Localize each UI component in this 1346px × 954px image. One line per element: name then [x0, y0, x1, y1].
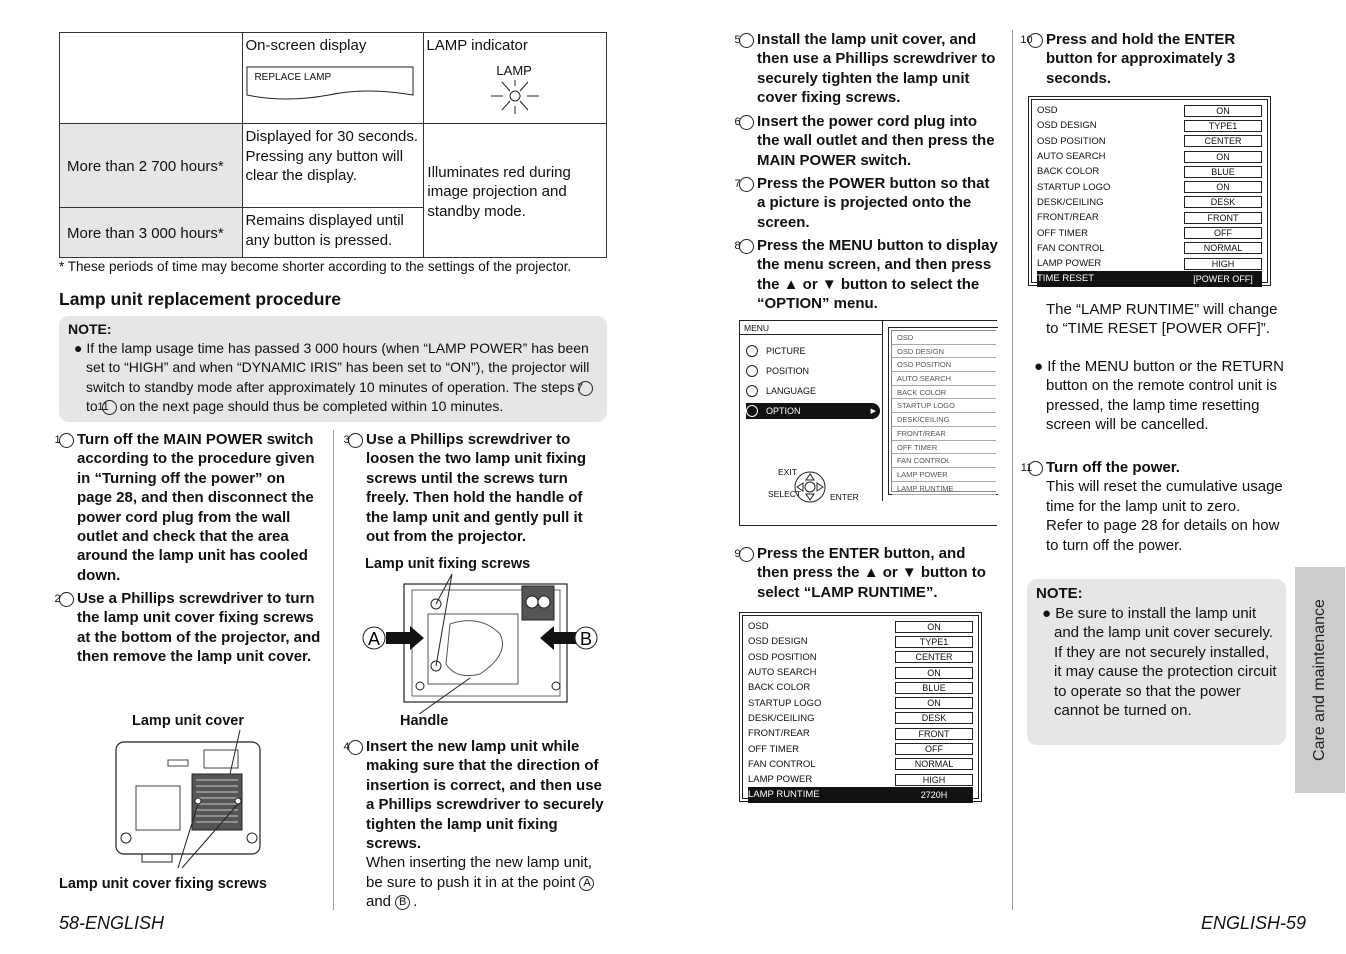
step-9: 9 Press the ENTER button, and then press the ▲ or ▼ button to select “LAMP RUNTIME”. [734, 545, 986, 601]
menu-row[interactable]: OSD POSITION CENTER [748, 650, 973, 665]
menu-item-option[interactable]: OPTION ▶ [746, 403, 880, 419]
step-10-result: The “LAMP RUNTIME” will change to “TIME RESET [POWER OFF]”. [1046, 301, 1278, 338]
option-submenu [888, 327, 998, 495]
menu-row[interactable]: AUTO SEARCH ON [748, 665, 973, 680]
cover-screws-label: Lamp unit cover fixing screws [59, 876, 267, 892]
hours-cell: More than 2 700 hours* [60, 124, 243, 208]
menu-row[interactable]: DESK/CEILING DESK [748, 711, 973, 726]
step-10-bullet: ● If the MENU button or the RETURN button on the remote control unit is pressed, the lamp time resetting screen will be cancelled. [1034, 358, 1284, 434]
menu-row[interactable]: OFF TIMER OFF [748, 741, 973, 756]
note-box-1: NOTE: ● If the lamp usage time has passed 3 000 hours (when “LAMP POWER” has been set to “HIGH” and when “DYNAMIC IRIS” has been set to “ON”), the projector will switch to standby mode after approximately 10 minutes of operation. The steps 7to 11 on the next page should thus be completed within 10 minutes. [59, 316, 607, 422]
lamp-unit-cover-label: Lamp unit cover [132, 713, 244, 729]
menu-row[interactable]: AUTO SEARCH ON [1037, 149, 1262, 164]
picture-icon [746, 345, 758, 357]
menu-row[interactable]: LAMP POWER HIGH [748, 772, 973, 787]
dpad-icon [792, 469, 828, 505]
menu-row[interactable]: DESK/CEILING DESK [1037, 195, 1262, 210]
step-3: 3 Use a Phillips screwdriver to loosen the two lamp unit fixing screws until the screws turn freely. Then hold the handle of the lamp unit and gently pull it out from the projector. [343, 431, 586, 546]
menu-row[interactable]: FAN CONTROL NORMAL [748, 757, 973, 772]
bullet-icon: ● [1042, 605, 1056, 622]
section-tab: Care and maintenance [1295, 567, 1345, 793]
option-menu-screen [739, 612, 982, 802]
menu-row[interactable]: FRONT/REAR FRONT [1037, 210, 1262, 225]
menu-row[interactable]: OSD POSITION CENTER [1037, 134, 1262, 149]
menu-row[interactable]: OSD ON [1037, 103, 1262, 118]
table-footnote: * These periods of time may become shorter according to the settings of the projector. [59, 259, 572, 274]
handle-label: Handle [400, 713, 449, 729]
menu-row[interactable]: OSD ON [748, 619, 973, 634]
submenu-item[interactable]: DESK/CEILING [892, 413, 996, 427]
arrow-right-icon: ▶ [870, 408, 876, 415]
bullet-icon: ● [1034, 358, 1048, 375]
indicator-cell: Illuminates red during image projection and standby mode. [424, 124, 607, 258]
menu-row[interactable]: BACK COLOR BLUE [748, 680, 973, 695]
globe-icon [746, 385, 758, 397]
submenu-item[interactable]: OFF TIMER [892, 441, 996, 455]
menu-row[interactable]: BACK COLOR BLUE [1037, 164, 1262, 179]
osd-header-cell: On-screen display REPLACE LAMP [243, 33, 424, 124]
step-2: 2 Use a Phillips screwdriver to turn the lamp unit cover fixing screws at the bottom of the projector, and then remove the lamp unit cover. [54, 590, 321, 666]
submenu-item[interactable]: FAN CONTROL [892, 454, 996, 468]
page-number-left: 58-ENGLISH [59, 913, 165, 933]
step-6: 6 Insert the power cord plug into the wall outlet and then press the MAIN POWER switch. [734, 113, 995, 169]
menu-row[interactable]: TIME RESET [POWER OFF] [1037, 271, 1262, 286]
step-8: 8 Press the MENU button to display the menu screen, and then press the ▲ or ▼ button to select the “OPTION” menu. [734, 237, 998, 313]
procedure-heading: Lamp unit replacement procedure [59, 289, 342, 309]
projector-bottom-illustration [112, 728, 267, 868]
menu-row[interactable]: FRONT/REAR FRONT [748, 726, 973, 741]
menu-row[interactable]: LAMP POWER HIGH [1037, 256, 1262, 271]
display-cell: Remains displayed until any button is pressed. [243, 208, 424, 258]
display-cell: Displayed for 30 seconds. Pressing any button will clear the display. [243, 124, 424, 208]
step-4: 4 Insert the new lamp unit while making sure that the direction of insertion is correct, and then use a Phillips screwdriver to securely tighten the lamp unit fixing screws. When inserting the new lamp unit, be sure to push it in at the point Aand B . [343, 738, 604, 911]
submenu-item[interactable]: LAMP POWER [892, 468, 996, 482]
lamp-indicator-table [59, 32, 607, 258]
menu-row[interactable]: FAN CONTROL NORMAL [1037, 241, 1262, 256]
step-5: 5 Install the lamp unit cover, and then use a Phillips screwdriver to securely tighten the lamp unit cover fixing screws. [734, 31, 996, 107]
submenu-item[interactable]: OSD DESIGN [892, 345, 996, 359]
step-10: 10 Press and hold the ENTER button for approximately 3 seconds. [1020, 31, 1236, 87]
submenu-item[interactable]: OSD POSITION [892, 358, 996, 372]
menu-item-position[interactable]: POSITION [746, 361, 880, 381]
menu-row[interactable]: OSD DESIGN TYPE1 [1037, 118, 1262, 133]
option-icon [746, 405, 758, 417]
menu-item-language[interactable]: LANGUAGE [746, 381, 880, 401]
position-icon [746, 365, 758, 377]
lamp-light-icon [486, 68, 546, 118]
fixing-screws-label: Lamp unit fixing screws [365, 556, 531, 572]
point-b-label: B [579, 629, 593, 649]
lamp-unit-illustration [360, 574, 605, 714]
lamp-header-cell: LAMP indicator LAMP [424, 33, 607, 124]
menu-row[interactable]: STARTUP LOGO ON [748, 695, 973, 710]
main-menu-screen: MENU PICTURE POSITION LANGUAGE OPTION ▶ OSD OSD DESIGN OSD POSITION AUTO SEARCH BACK COLOR STARTUP LOGO DESK/CEILING FRONT/REAR OFF TIMER FAN CONTROL LAMP POWER LAMP RUNTIME EXIT SELECT ENTER [739, 320, 997, 526]
step-1: 1 Turn off the MAIN POWER switch according to the procedure given in “Turning off the power” on page 28, and then disconnect the power cord plug from the wall outlet and check that the area around the lamp unit has cooled down. [54, 431, 315, 584]
submenu-item[interactable]: OSD [892, 331, 996, 345]
bullet-icon: ● [74, 340, 87, 356]
hours-cell: More than 3 000 hours* [60, 208, 243, 258]
submenu-item[interactable]: STARTUP LOGO [892, 399, 996, 413]
submenu-item[interactable]: BACK COLOR [892, 386, 996, 400]
step-7: 7 Press the POWER button so that a picture is projected onto the screen. [734, 175, 990, 231]
step-11: 11 Turn off the power. This will reset the cumulative usage time for the lamp unit to zero. Refer to page 28 for details on how to turn off the power. [1020, 459, 1283, 554]
point-a-label: A [367, 629, 381, 649]
menu-row[interactable]: OSD DESIGN TYPE1 [748, 634, 973, 649]
submenu-item[interactable]: FRONT/REAR [892, 427, 996, 441]
submenu-item[interactable]: AUTO SEARCH [892, 372, 996, 386]
menu-row[interactable]: OFF TIMER OFF [1037, 225, 1262, 240]
menu-row[interactable]: STARTUP LOGO ON [1037, 179, 1262, 194]
menu-item-picture[interactable]: PICTURE [746, 341, 880, 361]
replace-lamp-osd: REPLACE LAMP [245, 65, 415, 101]
menu-row[interactable]: LAMP RUNTIME 2720H [748, 787, 973, 802]
submenu-item[interactable]: LAMP RUNTIME [892, 482, 996, 496]
note-box-2: NOTE: ● Be sure to install the lamp unit and the lamp unit cover securely. If they are not securely installed, it may cause the protection circuit to operate so that the power cannot be turned on. [1027, 579, 1286, 745]
time-reset-menu-screen [1028, 96, 1271, 286]
page-number-right: ENGLISH-59 [1201, 913, 1307, 933]
